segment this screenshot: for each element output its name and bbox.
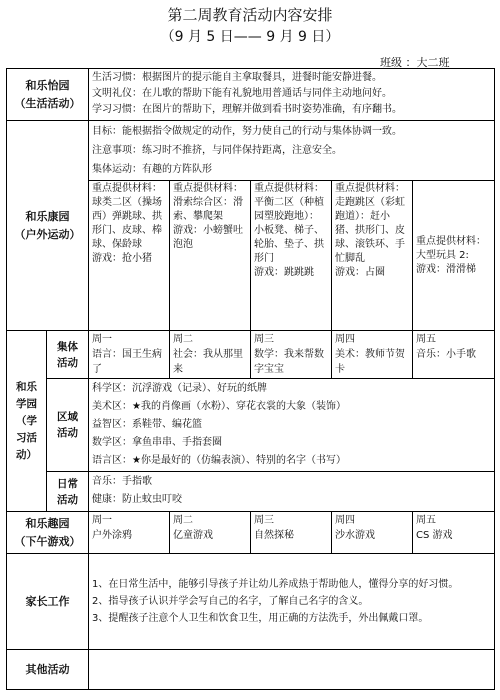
parents-label: 家长工作 bbox=[7, 554, 89, 650]
group-day-text: 周二 社会：我从那里来 bbox=[173, 334, 243, 375]
afternoon-label-2: （下午游戏） bbox=[14, 534, 81, 548]
group-day bbox=[251, 331, 332, 379]
other-content bbox=[89, 650, 495, 690]
group-day bbox=[413, 331, 495, 379]
outdoor-area-text: 重点提供材料：滑索综合区：滑索、攀爬架 游戏：小螃蟹吐泡泡 bbox=[173, 183, 243, 250]
outdoor-goal-line: 目标：能根据指令做规定的动作，努力使自己的行动与集体协调一致。 bbox=[92, 126, 402, 137]
parents-line: 3、提醒孩子注意个人卫生和饮食卫生，用正确的方法洗手，外出佩戴口罩。 bbox=[92, 613, 429, 624]
group-day bbox=[332, 331, 413, 379]
outdoor-area bbox=[251, 181, 332, 331]
outdoor-area-text: 重点提供材料：大型玩具 2: 游戏：滑滑梯 bbox=[416, 235, 486, 275]
afternoon-day bbox=[332, 512, 413, 554]
outdoor-goal-line: 注意事项：练习时不推挤，与同伴保持距离，注意安全。 bbox=[92, 145, 342, 156]
parents-line: 1、在日常生活中，能够引导孩子并让幼儿养成热于帮助他人，懂得分享的好习惯。 bbox=[92, 579, 459, 590]
life-line: 生活习惯：根据图片的提示能自主拿取餐具，进餐时能安静进餐。 bbox=[92, 72, 382, 83]
afternoon-day bbox=[170, 512, 251, 554]
afternoon-day-text: 周三 自然探秘 bbox=[254, 515, 294, 541]
area-line: 语言区：★你是最好的（仿编表演）、特别的名字（书写） bbox=[92, 455, 346, 466]
parents-content bbox=[89, 554, 495, 650]
row-outdoor-goals bbox=[7, 121, 495, 181]
page-title: 第二周教育活动内容安排 bbox=[167, 6, 333, 24]
afternoon-day bbox=[89, 512, 170, 554]
daily-label-1: 日常 bbox=[57, 477, 78, 490]
afternoon-day bbox=[413, 512, 495, 554]
outdoor-area-text: 重点提供材料：走跑跳区（彩虹跑道）：赶小猪、拱形门、皮球、滚铁环、手忙脚乱 游戏：占圈 bbox=[335, 183, 405, 278]
row-study-group bbox=[7, 331, 495, 379]
row-parents bbox=[7, 554, 495, 650]
outdoor-goals bbox=[89, 121, 495, 181]
study-label-2: 学园 bbox=[16, 397, 37, 410]
row-life bbox=[7, 69, 495, 121]
study-label-1: 和乐 bbox=[16, 380, 37, 393]
group-day-text: 周四 美术：教师节贺卡 bbox=[335, 334, 405, 375]
row-study-area bbox=[7, 379, 495, 472]
study-label-4: 习活 bbox=[16, 431, 37, 444]
area-line: 美术区：★我的肖像画（水粉）、穿花衣裳的大象（装饰） bbox=[92, 401, 346, 412]
group-day bbox=[89, 331, 170, 379]
afternoon-day-text: 周四 沙水游戏 bbox=[335, 515, 375, 541]
group-label bbox=[47, 331, 89, 379]
group-day bbox=[170, 331, 251, 379]
outdoor-area-text: 重点提供材料：球类二区（操场西）弹跳球、拱形门、皮球、棒球、保龄球 游戏：抢小猪 bbox=[92, 183, 162, 264]
class-label: 班级 ：大二班 bbox=[380, 56, 450, 69]
outdoor-area bbox=[332, 181, 413, 331]
outdoor-label-2: （户外运动） bbox=[14, 227, 81, 241]
group-day-text: 周五 音乐：小手歌 bbox=[416, 334, 476, 360]
daily-label-2: 活动 bbox=[57, 493, 78, 506]
study-label-3: （学 bbox=[16, 414, 37, 427]
outdoor-label-1: 和乐康园 bbox=[25, 209, 70, 223]
group-day-text: 周一 语言：国王生病了 bbox=[92, 334, 162, 375]
row-study-daily bbox=[7, 472, 495, 512]
life-content bbox=[89, 69, 495, 121]
outdoor-goal-line: 集体运动：有趣的方阵队形 bbox=[92, 164, 212, 175]
schedule-table bbox=[6, 68, 495, 690]
area-line: 科学区：沉浮游戏（记录）、好玩的纸牌 bbox=[92, 383, 267, 394]
study-label bbox=[7, 331, 47, 512]
outdoor-area-text: 重点提供材料：平衡二区（种植园塑胶跑地）：小板凳、梯子、轮胎、垫子、拱形门 游戏：跳跳跳 bbox=[254, 183, 324, 278]
afternoon-day-text: 周五 CS 游戏 bbox=[416, 515, 453, 541]
area-label bbox=[47, 379, 89, 472]
area-line: 益智区：系鞋带、编花篮 bbox=[92, 419, 202, 430]
area-content bbox=[89, 379, 495, 472]
afternoon-day bbox=[251, 512, 332, 554]
area-label-1: 区域 bbox=[57, 411, 78, 423]
parents-line: 2、指导孩子认识并学会写自己的名字，了解自己名字的含义。 bbox=[92, 596, 369, 607]
afternoon-label-1: 和乐趣园 bbox=[25, 516, 70, 530]
daily-line: 健康：防止蚊虫叮咬 bbox=[92, 494, 182, 505]
daily-label bbox=[47, 472, 89, 512]
area-line: 数学区：拿鱼串串、手指套圈 bbox=[92, 437, 222, 448]
life-label-2: （生活活动） bbox=[14, 96, 81, 110]
row-other bbox=[7, 650, 495, 690]
afternoon-label bbox=[7, 512, 89, 554]
life-line: 文明礼仪：在儿歌的帮助下能有礼貌地用普通话与同伴主动地问好。 bbox=[92, 88, 392, 99]
life-label-1: 和乐怡园 bbox=[25, 78, 70, 92]
daily-line: 音乐：手指歌 bbox=[92, 476, 152, 487]
group-label-2: 活动 bbox=[57, 356, 78, 369]
life-label bbox=[7, 69, 89, 121]
area-label-2: 活动 bbox=[57, 427, 78, 439]
date-range: （9 月 5 日—— 9 月 9 日） bbox=[160, 29, 340, 45]
row-afternoon bbox=[7, 512, 495, 554]
life-line: 学习习惯：在图片的帮助下，理解并做到看书时姿势准确，有序翻书。 bbox=[92, 104, 402, 115]
group-label-1: 集体 bbox=[57, 340, 78, 353]
afternoon-day-text: 周一 户外涂鸦 bbox=[92, 515, 132, 541]
afternoon-day-text: 周二 亿童游戏 bbox=[173, 515, 213, 541]
group-day-text: 周三 数学：我来帮数字宝宝 bbox=[254, 334, 324, 375]
daily-content bbox=[89, 472, 495, 512]
study-label-5: 动） bbox=[16, 448, 37, 461]
other-label: 其他活动 bbox=[7, 650, 89, 690]
outdoor-area bbox=[89, 181, 170, 331]
outdoor-label bbox=[7, 121, 89, 331]
outdoor-area bbox=[413, 181, 495, 331]
outdoor-area bbox=[170, 181, 251, 331]
